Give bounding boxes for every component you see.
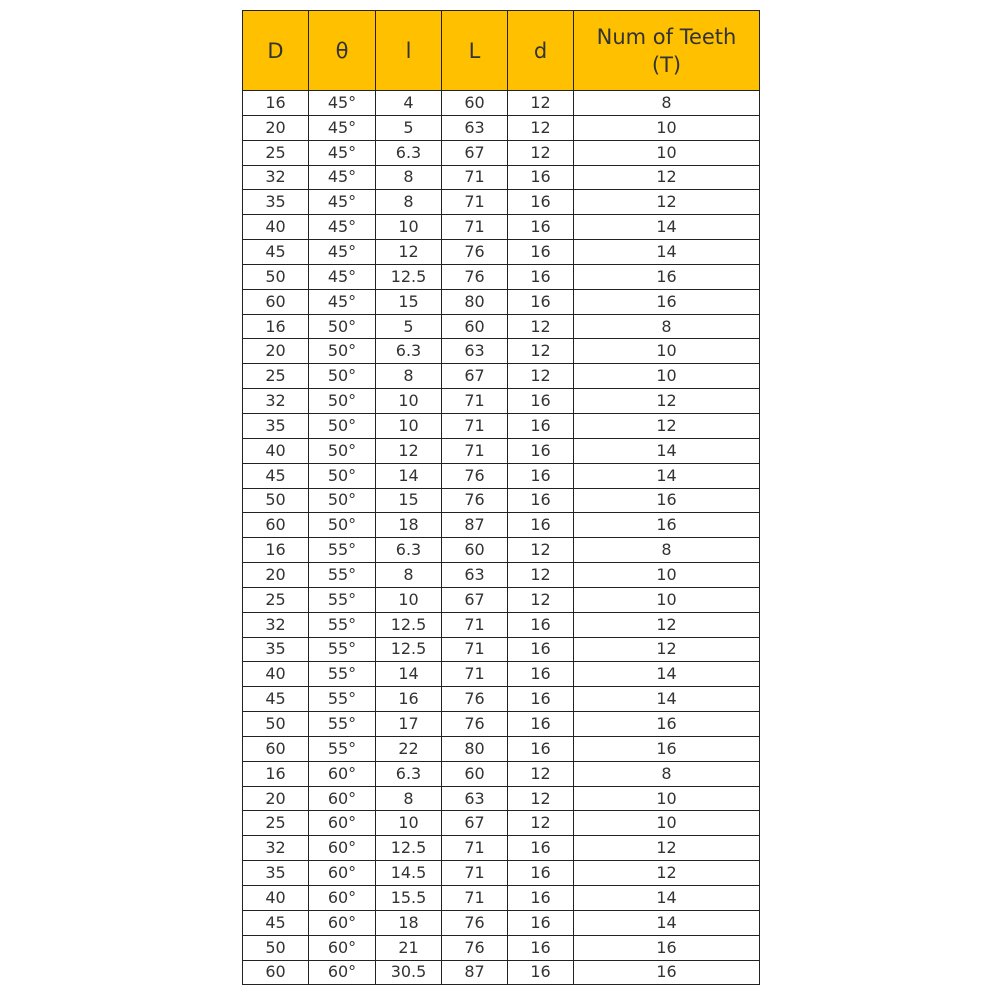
cell-d: 16 xyxy=(508,289,574,314)
cell-L: 67 xyxy=(442,140,508,165)
cell-L: 63 xyxy=(442,786,508,811)
cell-l: 5 xyxy=(376,115,442,140)
cell-L: 76 xyxy=(442,712,508,737)
cell-d: 12 xyxy=(508,761,574,786)
cell-num-of-teeth: 12 xyxy=(574,612,760,637)
cell-l: 8 xyxy=(376,165,442,190)
cell-theta: 55° xyxy=(309,712,376,737)
table-row xyxy=(243,140,760,165)
table-row xyxy=(243,960,760,985)
cell-theta: 60° xyxy=(309,836,376,861)
cell-L: 60 xyxy=(442,314,508,339)
cell-theta: 50° xyxy=(309,389,376,414)
cell-num-of-teeth: 16 xyxy=(574,712,760,737)
cell-L: 71 xyxy=(442,861,508,886)
cell-l: 4 xyxy=(376,91,442,116)
cell-num-of-teeth: 12 xyxy=(574,190,760,215)
cell-theta: 45° xyxy=(309,91,376,116)
cell-l: 10 xyxy=(376,587,442,612)
cell-num-of-teeth: 12 xyxy=(574,861,760,886)
column-header-num-of-teeth xyxy=(574,11,760,91)
cell-L: 71 xyxy=(442,637,508,662)
cell-l: 18 xyxy=(376,910,442,935)
cell-l: 14 xyxy=(376,662,442,687)
cell-L: 76 xyxy=(442,488,508,513)
table-row xyxy=(243,712,760,737)
cell-D: 45 xyxy=(243,240,309,265)
cell-l: 10 xyxy=(376,811,442,836)
table-row xyxy=(243,463,760,488)
cell-D: 32 xyxy=(243,389,309,414)
cell-d: 12 xyxy=(508,339,574,364)
table-row xyxy=(243,438,760,463)
cell-theta: 60° xyxy=(309,960,376,985)
column-header-d: d xyxy=(508,11,574,91)
cell-L: 76 xyxy=(442,264,508,289)
cell-d: 16 xyxy=(508,240,574,265)
column-header-l: l xyxy=(376,11,442,91)
cell-l: 10 xyxy=(376,413,442,438)
cell-theta: 55° xyxy=(309,662,376,687)
table-row xyxy=(243,190,760,215)
cell-D: 20 xyxy=(243,339,309,364)
cell-l: 16 xyxy=(376,687,442,712)
cell-d: 12 xyxy=(508,91,574,116)
cell-L: 67 xyxy=(442,587,508,612)
cell-d: 16 xyxy=(508,215,574,240)
cell-D: 35 xyxy=(243,637,309,662)
cell-d: 16 xyxy=(508,438,574,463)
table-row xyxy=(243,910,760,935)
cell-D: 25 xyxy=(243,140,309,165)
cell-l: 14.5 xyxy=(376,861,442,886)
cell-theta: 45° xyxy=(309,140,376,165)
cell-d: 16 xyxy=(508,513,574,538)
table-row xyxy=(243,836,760,861)
cell-num-of-teeth: 14 xyxy=(574,662,760,687)
cell-L: 76 xyxy=(442,687,508,712)
cell-theta: 45° xyxy=(309,190,376,215)
cell-L: 87 xyxy=(442,960,508,985)
cell-l: 6.3 xyxy=(376,339,442,364)
cell-theta: 45° xyxy=(309,215,376,240)
table-row xyxy=(243,662,760,687)
cell-theta: 55° xyxy=(309,612,376,637)
cell-num-of-teeth: 14 xyxy=(574,463,760,488)
cell-L: 71 xyxy=(442,165,508,190)
cell-num-of-teeth: 10 xyxy=(574,140,760,165)
cell-D: 40 xyxy=(243,886,309,911)
cell-D: 45 xyxy=(243,910,309,935)
cell-l: 8 xyxy=(376,190,442,215)
cell-L: 71 xyxy=(442,389,508,414)
cell-L: 80 xyxy=(442,736,508,761)
cell-d: 16 xyxy=(508,662,574,687)
cell-D: 50 xyxy=(243,935,309,960)
column-header-L: L xyxy=(442,11,508,91)
cell-d: 16 xyxy=(508,413,574,438)
cell-num-of-teeth: 14 xyxy=(574,438,760,463)
cell-L: 60 xyxy=(442,91,508,116)
cell-theta: 60° xyxy=(309,761,376,786)
cell-l: 15 xyxy=(376,289,442,314)
cell-num-of-teeth: 10 xyxy=(574,339,760,364)
cell-theta: 55° xyxy=(309,736,376,761)
table-row xyxy=(243,115,760,140)
cell-L: 76 xyxy=(442,935,508,960)
table-row xyxy=(243,289,760,314)
cell-l: 10 xyxy=(376,215,442,240)
cell-L: 71 xyxy=(442,662,508,687)
cell-D: 40 xyxy=(243,438,309,463)
table-row xyxy=(243,687,760,712)
cell-L: 71 xyxy=(442,886,508,911)
cell-num-of-teeth: 10 xyxy=(574,811,760,836)
column-header-num-of-teeth-line2: (T) xyxy=(651,52,682,77)
cell-d: 12 xyxy=(508,538,574,563)
cell-l: 6.3 xyxy=(376,140,442,165)
cell-theta: 50° xyxy=(309,438,376,463)
cell-num-of-teeth: 10 xyxy=(574,115,760,140)
cell-num-of-teeth: 10 xyxy=(574,786,760,811)
cell-d: 12 xyxy=(508,115,574,140)
cell-num-of-teeth: 12 xyxy=(574,413,760,438)
cell-num-of-teeth: 16 xyxy=(574,488,760,513)
cell-D: 32 xyxy=(243,836,309,861)
cell-l: 5 xyxy=(376,314,442,339)
cell-D: 50 xyxy=(243,264,309,289)
cell-D: 40 xyxy=(243,662,309,687)
cell-theta: 55° xyxy=(309,538,376,563)
cell-theta: 60° xyxy=(309,886,376,911)
cell-theta: 60° xyxy=(309,935,376,960)
cell-d: 16 xyxy=(508,264,574,289)
table-row xyxy=(243,364,760,389)
table-row xyxy=(243,563,760,588)
cell-num-of-teeth: 14 xyxy=(574,687,760,712)
cell-theta: 55° xyxy=(309,587,376,612)
table-row xyxy=(243,861,760,886)
cell-l: 8 xyxy=(376,563,442,588)
cell-L: 60 xyxy=(442,538,508,563)
cell-d: 16 xyxy=(508,190,574,215)
cell-theta: 50° xyxy=(309,339,376,364)
cell-d: 16 xyxy=(508,687,574,712)
cell-d: 12 xyxy=(508,314,574,339)
cell-theta: 55° xyxy=(309,563,376,588)
cell-num-of-teeth: 10 xyxy=(574,364,760,389)
cell-L: 71 xyxy=(442,413,508,438)
cell-D: 60 xyxy=(243,960,309,985)
cell-L: 60 xyxy=(442,761,508,786)
cell-num-of-teeth: 12 xyxy=(574,637,760,662)
cell-L: 63 xyxy=(442,339,508,364)
cell-d: 16 xyxy=(508,836,574,861)
cell-num-of-teeth: 14 xyxy=(574,240,760,265)
table-row xyxy=(243,736,760,761)
cell-theta: 45° xyxy=(309,240,376,265)
cell-D: 16 xyxy=(243,538,309,563)
cell-theta: 60° xyxy=(309,910,376,935)
cell-L: 71 xyxy=(442,190,508,215)
cell-D: 60 xyxy=(243,736,309,761)
cell-d: 16 xyxy=(508,935,574,960)
cell-d: 16 xyxy=(508,389,574,414)
cell-D: 60 xyxy=(243,513,309,538)
cell-L: 76 xyxy=(442,910,508,935)
cell-D: 50 xyxy=(243,488,309,513)
table-row xyxy=(243,811,760,836)
table-row xyxy=(243,389,760,414)
cell-L: 63 xyxy=(442,115,508,140)
cell-L: 67 xyxy=(442,364,508,389)
spec-table xyxy=(242,10,760,985)
cell-L: 63 xyxy=(442,563,508,588)
cell-num-of-teeth: 16 xyxy=(574,289,760,314)
cell-num-of-teeth: 12 xyxy=(574,165,760,190)
cell-num-of-teeth: 16 xyxy=(574,513,760,538)
cell-num-of-teeth: 12 xyxy=(574,836,760,861)
cell-D: 60 xyxy=(243,289,309,314)
cell-D: 20 xyxy=(243,563,309,588)
cell-theta: 60° xyxy=(309,811,376,836)
table-body xyxy=(243,91,760,985)
cell-l: 12.5 xyxy=(376,637,442,662)
table-row xyxy=(243,413,760,438)
cell-d: 12 xyxy=(508,786,574,811)
cell-d: 16 xyxy=(508,463,574,488)
cell-num-of-teeth: 16 xyxy=(574,935,760,960)
cell-D: 16 xyxy=(243,314,309,339)
cell-theta: 50° xyxy=(309,513,376,538)
cell-d: 16 xyxy=(508,910,574,935)
cell-D: 25 xyxy=(243,811,309,836)
cell-l: 8 xyxy=(376,364,442,389)
cell-d: 16 xyxy=(508,886,574,911)
cell-theta: 50° xyxy=(309,413,376,438)
cell-d: 16 xyxy=(508,637,574,662)
table-row xyxy=(243,339,760,364)
cell-l: 17 xyxy=(376,712,442,737)
cell-num-of-teeth: 8 xyxy=(574,314,760,339)
cell-num-of-teeth: 16 xyxy=(574,264,760,289)
cell-D: 32 xyxy=(243,612,309,637)
cell-D: 25 xyxy=(243,364,309,389)
cell-l: 30.5 xyxy=(376,960,442,985)
cell-d: 12 xyxy=(508,364,574,389)
cell-theta: 50° xyxy=(309,314,376,339)
table-row xyxy=(243,761,760,786)
cell-d: 16 xyxy=(508,960,574,985)
cell-num-of-teeth: 14 xyxy=(574,215,760,240)
table-row xyxy=(243,488,760,513)
cell-theta: 60° xyxy=(309,786,376,811)
cell-l: 8 xyxy=(376,786,442,811)
table-row xyxy=(243,215,760,240)
cell-D: 20 xyxy=(243,786,309,811)
cell-D: 20 xyxy=(243,115,309,140)
cell-L: 87 xyxy=(442,513,508,538)
table-row xyxy=(243,240,760,265)
table-row xyxy=(243,886,760,911)
cell-theta: 45° xyxy=(309,289,376,314)
table-row xyxy=(243,786,760,811)
cell-D: 45 xyxy=(243,687,309,712)
cell-l: 21 xyxy=(376,935,442,960)
cell-L: 71 xyxy=(442,215,508,240)
cell-d: 12 xyxy=(508,587,574,612)
cell-l: 15.5 xyxy=(376,886,442,911)
cell-l: 15 xyxy=(376,488,442,513)
cell-l: 14 xyxy=(376,463,442,488)
cell-l: 12.5 xyxy=(376,264,442,289)
cell-D: 32 xyxy=(243,165,309,190)
cell-l: 18 xyxy=(376,513,442,538)
cell-theta: 55° xyxy=(309,687,376,712)
cell-D: 25 xyxy=(243,587,309,612)
cell-L: 76 xyxy=(442,240,508,265)
cell-theta: 45° xyxy=(309,165,376,190)
cell-theta: 50° xyxy=(309,463,376,488)
table-row xyxy=(243,587,760,612)
cell-D: 16 xyxy=(243,761,309,786)
cell-theta: 55° xyxy=(309,637,376,662)
table-row xyxy=(243,538,760,563)
cell-D: 45 xyxy=(243,463,309,488)
cell-L: 71 xyxy=(442,612,508,637)
cell-l: 6.3 xyxy=(376,538,442,563)
table-row xyxy=(243,91,760,116)
cell-num-of-teeth: 8 xyxy=(574,91,760,116)
cell-d: 16 xyxy=(508,165,574,190)
cell-d: 16 xyxy=(508,612,574,637)
cell-D: 35 xyxy=(243,190,309,215)
table-row xyxy=(243,314,760,339)
cell-num-of-teeth: 14 xyxy=(574,886,760,911)
table-row xyxy=(243,612,760,637)
cell-L: 71 xyxy=(442,836,508,861)
cell-d: 16 xyxy=(508,861,574,886)
cell-num-of-teeth: 16 xyxy=(574,960,760,985)
cell-num-of-teeth: 12 xyxy=(574,389,760,414)
cell-l: 6.3 xyxy=(376,761,442,786)
table-row xyxy=(243,165,760,190)
cell-num-of-teeth: 14 xyxy=(574,910,760,935)
cell-num-of-teeth: 8 xyxy=(574,761,760,786)
column-header-D: D xyxy=(243,11,309,91)
cell-d: 12 xyxy=(508,811,574,836)
column-header-num-of-teeth-line1: Num of Teeth xyxy=(596,24,737,49)
cell-D: 35 xyxy=(243,413,309,438)
table-row xyxy=(243,637,760,662)
cell-theta: 50° xyxy=(309,364,376,389)
cell-l: 22 xyxy=(376,736,442,761)
cell-d: 16 xyxy=(508,712,574,737)
cell-theta: 60° xyxy=(309,861,376,886)
header-row xyxy=(243,11,760,91)
cell-D: 40 xyxy=(243,215,309,240)
cell-L: 80 xyxy=(442,289,508,314)
cell-d: 12 xyxy=(508,140,574,165)
cell-D: 16 xyxy=(243,91,309,116)
table-row xyxy=(243,513,760,538)
cell-num-of-teeth: 16 xyxy=(574,736,760,761)
cell-L: 76 xyxy=(442,463,508,488)
cell-L: 71 xyxy=(442,438,508,463)
table-header xyxy=(243,11,760,91)
cell-d: 16 xyxy=(508,736,574,761)
cell-D: 35 xyxy=(243,861,309,886)
cell-num-of-teeth: 8 xyxy=(574,538,760,563)
cell-l: 12 xyxy=(376,240,442,265)
cell-l: 12.5 xyxy=(376,612,442,637)
cell-l: 12 xyxy=(376,438,442,463)
table-row xyxy=(243,935,760,960)
cell-D: 50 xyxy=(243,712,309,737)
cell-theta: 50° xyxy=(309,488,376,513)
column-header-theta: θ xyxy=(309,11,376,91)
cell-l: 10 xyxy=(376,389,442,414)
cell-theta: 45° xyxy=(309,264,376,289)
cell-d: 16 xyxy=(508,488,574,513)
table-row xyxy=(243,264,760,289)
cell-L: 67 xyxy=(442,811,508,836)
cell-l: 12.5 xyxy=(376,836,442,861)
cell-d: 12 xyxy=(508,563,574,588)
cell-num-of-teeth: 10 xyxy=(574,587,760,612)
cell-num-of-teeth: 10 xyxy=(574,563,760,588)
cell-theta: 45° xyxy=(309,115,376,140)
